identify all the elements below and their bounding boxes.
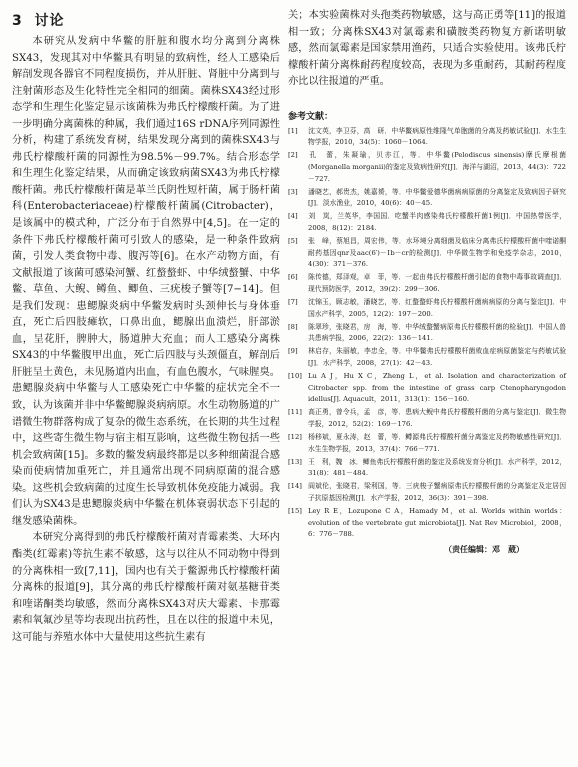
reference-item [288,211,566,234]
reference-text: 潘晓艺，郝贵杰，姚嘉赟，等．中华鳖爱德华菌病病原菌的分离鉴定及致病因子研究[J]．淡水渔业，2010，40(6)：40－45. [308,187,566,208]
reference-label: [10] [288,372,302,381]
reference-label: [12] [288,433,302,442]
section-number: 3 [12,13,23,29]
reference-text: 孔 蕾，朱凝瑜，贝亦江，等．中华鳖(Pelodiscus sinensis)摩氏摩根菌(Morganella morganii)的鉴定及致病性研究[J]．海洋与湖沼，2013，44(3)：722－727. [308,151,566,183]
reference-text: Ley R E，Lozupone C A，Hamady M，et al. Worlds within worlds：evolution of the vertebrate gut microbiota[J]. Nat Rev Microbiol，2008，6：776－788. [308,507,566,539]
discussion-paragraph-2: 本研究分离得到的弗氏柠檬酸杆菌对青霉素类、大环内酯类(红霉素)等抗生素不敏感，这与以往从不同动物中得到的分离株相一致[7,11]，国内也有关于鳖源弗氏柠檬酸杆菌分离株的报道[9]，其分离的弗氏柠檬酸杆菌对氨基糖苷类和喹诺酮类均敏感，然而分离株SX43对庆大霉素、卡那霉素和氧氟沙星等均表现出抗药性，且在以往的报道中未见，这可能与养殖水体中大量使用这些抗生素有 [12,532,280,643]
reference-text: 王 利，魏 冰．鲫鱼弗氏柠檬酸杆菌的鉴定及系统发育分析[J]．水产科学，2012，31(8)：481－484. [308,457,566,478]
reference-text: 陈传德，郑泽观，卓 菲，等．一起由弗氏柠檬酸杆菌引起的食物中毒事故调查[J]．现代预防医学，2012，39(2)：299－306. [308,273,566,293]
editor-credit: （责任编辑：邓 葳） [444,544,524,554]
reference-item [288,432,566,455]
reference-item [288,457,566,480]
reference-label: [15] [288,507,302,516]
reference-text: 杨移斌，夏永涛，赵 蕾，等．鳟源弗氏柠檬酸杆菌分离鉴定及药物敏感性研究[J]．水生生物学报，2013，37(4)：766－771. [308,433,566,453]
reference-text: 刘 岚，兰英华，李国国．吃蟹半肉感染弗氏柠檬酸杆菌1例[J]．中国热带医学，2008，8(12)：2184. [308,212,566,232]
reference-text: 林启存，朱丽敏，李忠全，等．中华鳖弗氏柠檬酸杆菌败血症病原菌鉴定与药敏试验[J]．水产科学，2008，27(1)：42－43. [308,347,566,368]
reference-item [288,322,566,345]
reference-label: [4] [288,212,298,221]
section-heading [12,10,280,30]
left-column [12,8,280,646]
reference-item [288,272,566,295]
right-column [288,8,566,555]
reference-label: [1] [288,126,298,135]
reference-label: [6] [288,273,298,282]
reference-text: 高正勇，曾令兵，孟 彦，等．患病大鲵中弗氏柠檬酸杆菌的分离与鉴定[J]．微生物学报，2012，52(2)：169－176. [308,408,566,428]
reference-label: [7] [288,298,298,307]
reference-text: 沈锦玉，顾志敏，潘晓艺，等．红螯螯虾弗氏柠檬酸杆菌病病原的分离与鉴定[J]．中国水产科学，2005，12(2)：197－200. [308,298,566,318]
reference-label: [11] [288,408,302,417]
reference-item [288,506,566,541]
reference-item [288,407,566,430]
reference-item [288,481,566,504]
reference-item [288,371,566,406]
discussion-paragraph-1: 本研究从发病中华鳖的肝脏和腹水均分离到分离株SX43，发现其对中华鳖具有明显的致病性，经人工感染后解剖发现各器官不同程度损伤，并从肝脏、肾脏中分离到与注射菌形态及生化特性完全相同的细菌。菌株SX43经过形态学和生理生化鉴定显示该菌株为弗氏柠檬酸杆菌。为了进一步明确分离菌株的种属，我们通过16S rDNA序列同源性分析，构建了系统发育树，结果发现分离到的菌株SX43与弗氏柠檬酸杆菌的同源性为98.5%－99.7%。结合形态学和生理生化鉴定结果，从而确定该致病菌SX43为弗氏柠檬酸杆菌。弗氏柠檬酸杆菌是革兰氏阴性短杆菌，属于肠杆菌科(Enterobacteriaceae)柠檬酸杆菌属(Citrobacter)，是该属中的模式种，广泛分布于自然界中[4,5]。在一定的条件下弗氏柠檬酸杆菌可引致人的感染，是一种条件致病菌，引发人类食物中毒、腹泻等[6]。在水产动物方面，有文献报道了该菌可感染河蟹、红螯螯虾、中华绒螯蟹、中华鳖、草鱼、大鲵、鳟鱼、鲫鱼、三疣梭子蟹等[7−14]。但是我们发现：患鳃腺炎病中华鳖发病时头颈伸长与身体垂直，死亡后四肢瘫软，口鼻出血，鳃腺出血溃烂，肝部淤血，呈花肝，脾肿大，肠道肿大充血；而人工感染分离株SX43的中华鳖腹甲出血，死亡后四肢与头颈僵直，解剖后肝脏呈土黄色，未见肠道内出血，有血色腹水，气味腥臭。患鳃腺炎病中华鳖与人工感染死亡中华鳖的症状完全不一致，认为该菌并非中华鳖鳃腺炎病病原。水生动物肠道的广谱微生物群落构成了复杂的微生态系统，在长期的共生过程中，这些寄生微生物与宿主相互影响，这些微生物包括一些机会致病菌[15]。多数的鳖发病最终都是以多种细菌混合感染而使病情加重死亡，并且通常出现不同病原菌的混合感染。这些机会致病菌的过度生长导致机体免疫能力减弱。我们认为SX43是患鳃腺炎病中华鳖在机体衰弱状态下引起的继发感染菌株。 [12,36,280,527]
reference-item [288,346,566,369]
reference-item [288,187,566,210]
discussion-paragraph-continued: 关；本实验菌株对头孢类药物敏感，这与高正勇等[11]的报道相一致；分离株SX43对氯霉素和磺胺类药物复方新诺明敏感，然而氯霉素是国家禁用渔药，只适合实验使用。该弗氏柠檬酸杆菌分离株耐药程度较高，表现为多重耐药，其耐药程度亦比以往报道的严重。 [288,10,566,88]
reference-text: 陈翠珍，张晓君，房 海，等．中华绒螯蟹病原弗氏柠檬酸杆菌的检验[J]．中国人兽共患病学报，2006，22(2)：136－141. [308,322,566,343]
reference-item [288,126,566,149]
reference-text: 阎斌伦，张晓君，梁利国，等．三疣梭子蟹病原弗氏柠檬酸杆菌的分离鉴定及定居因子抗原基因检测[J]．水产学报，2012，36(3)：391－398. [308,482,566,503]
reference-label: [2] [288,151,298,160]
reference-text: 张 峰，蔡旭昌，周宏伟，等．水环境分离细菌及临床分离弗氏柠檬酸杆菌中喹诺酮耐药基因qnr及aac(6′)－Ⅰb－cr的检测[J]．中华微生物学和免疫学杂志，2010，4(30)：371－376. [308,237,566,269]
reference-label: [5] [288,237,298,246]
reference-list [288,126,566,541]
reference-item [288,150,566,185]
section-title: 讨论 [34,13,65,29]
reference-label: [14] [288,482,302,491]
reference-label: [9] [288,347,298,356]
references-heading: 参考文献： [288,111,334,122]
reference-text: Lu A J，Hu X C，Zheng L，et al. Isolation and characterization of Citrobacter spp. from the intestine of grass carp Ctenopharyngodon idellus[J]. Aquacult，2011，313(1)：156－160. [308,372,566,404]
reference-item [288,297,566,320]
reference-label: [3] [288,187,298,196]
reference-label: [13] [288,457,302,466]
reference-label: [8] [288,322,298,331]
reference-item [288,236,566,271]
reference-text: 沈文英，李卫芬，高 研．中华鳖病原性维隆气单胞菌的分离及药敏试验[J]．水生生物学报，2010，34(5)：1060－1064. [308,126,566,147]
